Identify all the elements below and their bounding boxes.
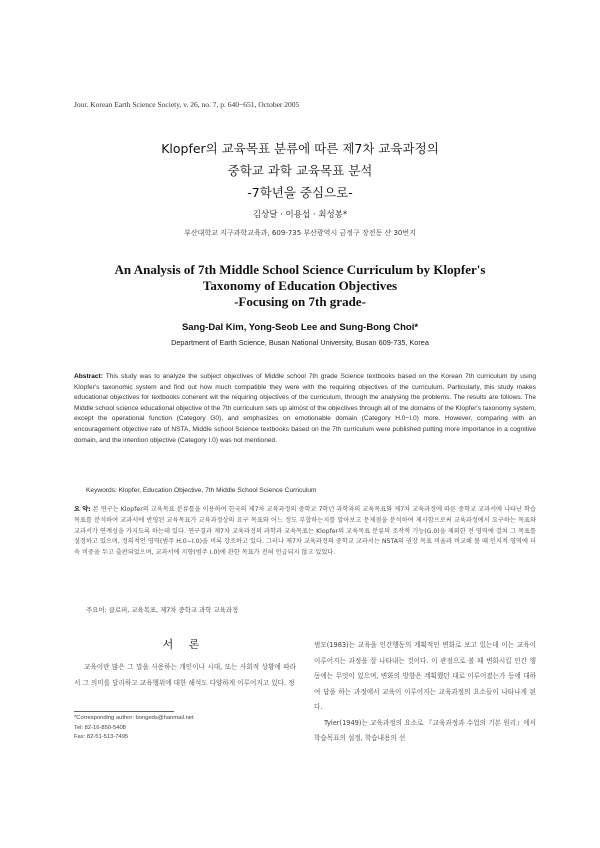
footnote-fax: Fax: 82-51-513-7495 — [74, 734, 129, 740]
english-title-line: -Focusing on 7th grade- — [234, 294, 366, 309]
footnote-tel: Tel: 82-16-850-5408 — [74, 724, 126, 731]
keywords-text: Klopfer, Education Objective, 7th Middle School Science Curriculum — [118, 487, 317, 494]
footnote-divider — [74, 711, 174, 712]
korean-title-line: 중학교 과학 교육목표 분석 — [227, 163, 373, 178]
intro-paragraph: 범모(1983)는 교육을 인간행동의 계획적인 변화로 보고 있는데 이는 교육이 이루어지는 과정을 잘 나타내는 것이다. 이 관점으로 볼 때 변화시킬 인간 행동에는 무엇이 있으며, 변화의 방향은 계획했던 대로 이루어졌는가 등에 대하여 답을 하는 과정에서 교육이 이루어지는 교육과정의 요소들이 나타나게 된다. — [314, 641, 536, 711]
english-abstract — [74, 372, 536, 446]
korean-keywords-label: 주요어: — [86, 606, 107, 614]
korean-abstract-label: 요 약: — [74, 506, 91, 513]
journal-citation: Jour. Korean Earth Science Society, v. 26, no. 7, p. 640−651, October 2005 — [74, 100, 300, 109]
korean-authors: 김상달 · 이용섭 · 최성봉* — [252, 210, 348, 220]
left-column — [74, 660, 296, 691]
korean-title-line: Klopfer의 교육목표 분류에 따른 제7차 교육과정의 — [161, 141, 439, 156]
english-title-line: Taxonomy of Education Objectives — [202, 278, 398, 293]
korean-keywords — [86, 605, 536, 614]
footnote — [74, 714, 296, 743]
intro-paragraph: 교육이란 많은 그 말을 사용하는 개인이나 시대, 또는 사회적 상황에 따라서 그 의미를 달리하고 교육행위에 대한 해석도 다양하게 이루어지고 있다. 정 — [74, 663, 296, 687]
english-keywords — [86, 487, 536, 494]
abstract-label: Abstract: — [74, 373, 103, 380]
korean-keywords-text: 클로퍼, 교육목표, 제7차 중학교 과학 교육과정 — [108, 606, 239, 614]
korean-abstract — [74, 505, 536, 559]
korean-title-line: -7학년을 중심으로- — [247, 185, 353, 200]
korean-abstract-text: 본 연구는 Klopfer의 교육목표 분류틀을 이용하여 한국의 제7차 교육과정의 중학교 7학년 과학과의 교육목표와 제7차 교육과정에 따른 중학교 교과서에 나타난 학습 목표를 분석하여 교과서에 반영된 교육목표가 교육과정상의 요구 목표와 어느 정도 부합하는지를 알아보고 문제점을 분석하여 제시함으로써 교육과정에서 요구하는 목표와 교과서가 연계성을 가지도록 하는데 있다. 연구결과 제7차 교육과정의 과학과 교육목표는 Klopfer의 교육목표 분류의 조작적 기능(G.0)을 제외한 전 영역에 걸쳐 그 목표를 설정하고 있으며, 정의적인 영역(범주 H.0−I.0)을 비록 강조하고 있다. 그러나 제7차 교육과정의 중학교 교과서는 NSTA의 권장 목표 비율과 비교해 볼 때 인지적 영역에 더욱 비중을 두고 출판되었으며, 교과서에 지향(범주 I.0)에 관한 목표가 전혀 언급되지 않고 있었다. — [74, 506, 536, 557]
korean-affiliation: 부산대학교 지구과학교육과, 609-735 부산광역시 금정구 장전동 산 30번지 — [184, 229, 416, 237]
right-column — [314, 638, 536, 747]
english-affiliation: Department of Earth Science, Busan National University, Busan 609-735, Korea — [171, 338, 429, 347]
section-heading: 서 론 — [162, 638, 206, 651]
abstract-text: This study was to analyze the subject objectives of Middle school 7th grade Science textbooks based on the Korean 7th curriculum by using Klopfer's taxonomic system and find out how much compatible they were with the requiring objectives of the curriculum. Particularly, this study makes educational objectives for textbooks coherent wit the requiring objectives of the curriculum, through the analysing the problems. The results are follows. The Middle school science educational objective of the 7th curriculum sets up almost of the objectives through all of the domains of the Klopfer's taxonomy system, except the operational function (Category G0), and emphasizes on emotionable domain (Category H.0−I.0) more. However, comparing with an encouragement objective rate of NSTA, Middle school Science textbooks based on the 7th curriculum were published putting more importance in a cognitive domain, and the intention objective (Category I.0) was not mentioned. — [74, 373, 536, 444]
intro-paragraph: Tyler(1949)는 교육과정의 요소로 『교육과정과 수업의 기본 원리』에서 학습목표의 설정, 학습내용의 선 — [314, 718, 536, 742]
english-authors: Sang-Dal Kim, Yong-Seob Lee and Sung-Bong Choi* — [181, 322, 419, 333]
footnote-email: *Corresponding author: bongeds@hanmail.net — [74, 715, 194, 721]
english-title-line: An Analysis of 7th Middle School Science Curriculum by Klopfer's — [114, 262, 486, 277]
english-title — [0, 262, 600, 310]
keywords-label: Keywords: — [86, 487, 117, 494]
korean-title — [0, 138, 600, 204]
